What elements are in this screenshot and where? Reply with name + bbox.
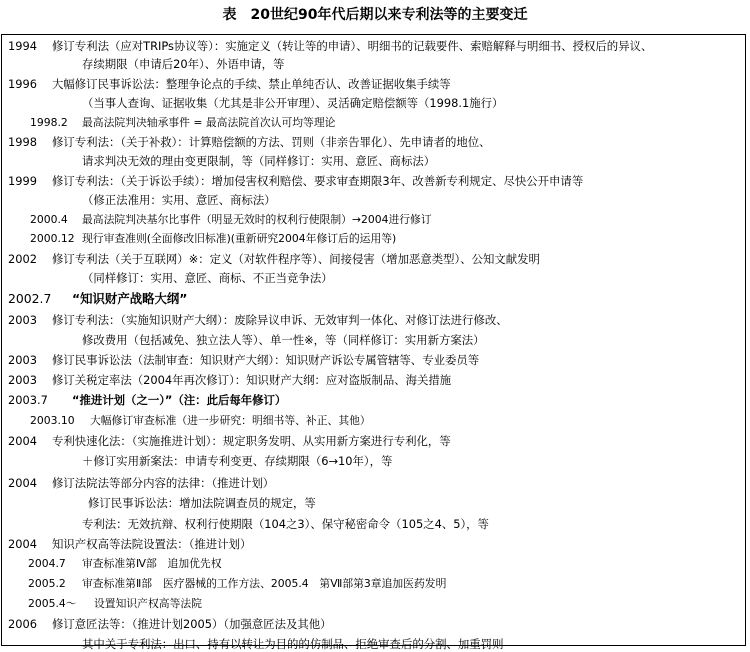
row-year: 2004 [8, 434, 37, 448]
table-row [82, 516, 489, 532]
row-text: 存续期限（申请后20年）、外语申请，等 [82, 57, 285, 71]
row-year: 2000.12 [30, 232, 75, 245]
table-frame [1, 34, 746, 651]
row-text: 专利快速化法：（实施推进计划）：规定职务发明、从实用新方案进行专利化，等 [52, 434, 451, 448]
row-text: 修订关税定率法（2004年再次修订）：知识财产大纲：应对盗版制品、海关措施 [52, 373, 452, 387]
row-text: 最高法院判决基尔比事件（明显无效时的权利行使限制）→2004进行修订 [82, 213, 432, 226]
table-row [8, 76, 451, 92]
row-year: 2004.7 [28, 557, 66, 570]
table-row [28, 576, 446, 592]
row-year: 2006 [8, 617, 37, 631]
table-row [82, 153, 435, 169]
row-text: 修订专利法：（实施知识财产大纲）：废除异议申诉、无效审判一体化、对修订法进行修改、 [52, 313, 508, 327]
row-year: 2005.4～ [28, 597, 77, 610]
table-row [28, 556, 222, 572]
table-row [8, 475, 274, 491]
row-year: 2005.2 [28, 577, 66, 590]
row-year: 1999 [8, 174, 37, 188]
row-text: （修正法准用：实用、意匠、商标法） [82, 193, 276, 207]
row-text: 其中关于专利法：出口、持有以转让为目的的仿制品、拒绝审查后的分割、加重罚则 [82, 637, 504, 651]
table-row [82, 453, 392, 469]
table-row [8, 291, 187, 307]
row-year: 1994 [8, 39, 37, 53]
row-year: 2002.7 [8, 291, 52, 306]
row-text: 专利法：无效抗辩、权利行使期限（104之3）、保守秘密命令（105之4、5），等 [82, 517, 489, 531]
row-year: 2000.4 [30, 213, 68, 226]
row-year: 2004 [8, 537, 37, 551]
table-row [88, 495, 316, 511]
row-year: 1996 [8, 77, 37, 91]
row-text: 修订意匠法等：（推进计划2005）（加强意匠法及其他） [52, 617, 332, 631]
table-row [30, 231, 396, 247]
row-text: 大幅修订审查标准（进一步研究：明细书等、补正、其他） [90, 414, 371, 427]
row-text: 修订专利法：（关于补救）：计算赔偿额的方法、罚则（非亲告罪化）、先申请者的地位、 [52, 135, 491, 149]
table-row [8, 251, 540, 267]
table-row [8, 352, 479, 368]
row-text: 知识产权高等法院设置法：（推进计划） [52, 537, 252, 551]
row-text: 修改费用（包括减免、独立法人等）、单一性※，等（同样修订：实用新方案法） [82, 333, 485, 347]
row-year: 1998.2 [30, 116, 68, 129]
row-text: ＋修订实用新案法：申请专利变更、存续期限（6→10年），等 [82, 454, 393, 468]
row-text: 大幅修订民事诉讼法：整理争论点的手续、禁止单纯否认、改善证据收集手续等 [52, 77, 451, 91]
row-text: 修订专利法（关于互联网）※：定义（对软件程序等）、间接侵害（增加恶意类型）、公知文献发明 [52, 252, 540, 266]
row-year: 2003 [8, 353, 37, 367]
table-row [8, 372, 451, 388]
row-text: 现行审查准则(全面修改旧标准)(重新研究2004年修订后的运用等) [82, 232, 397, 245]
table-row [30, 115, 335, 131]
row-text: 修订专利法：（关于诉讼手续）：增加侵害权利赔偿、要求审查期限3年、改善新专利规定、尽快公开申请等 [52, 174, 584, 188]
table-row [82, 270, 333, 286]
table-row [28, 596, 202, 612]
table-row [82, 56, 284, 72]
row-text: 修订民事诉讼法：增加法院调查员的规定，等 [88, 496, 316, 510]
row-text: 最高法院判决轴承事件 = 最高法院首次认可均等理论 [82, 116, 336, 129]
row-text: 审查标准第Ⅳ部 追加优先权 [82, 557, 222, 570]
row-year: 2002 [8, 252, 37, 266]
row-text: “推进计划（之一）”（注：此后每年修订） [72, 393, 287, 407]
table-row [8, 134, 491, 150]
table-row [8, 392, 286, 408]
row-year: 2003 [8, 373, 37, 387]
row-year: 2003.10 [30, 414, 75, 427]
table-row [8, 536, 251, 552]
table-row [82, 192, 276, 208]
row-year: 1998 [8, 135, 37, 149]
table-row [30, 413, 371, 429]
table-row [8, 433, 451, 449]
row-text: 设置知识产权高等法院 [94, 597, 202, 610]
table-title: 表 20世纪90年代后期以来专利法等的主要变迁 [222, 7, 528, 23]
row-text: “知识财产战略大纲” [72, 291, 188, 306]
row-text: （当事人查询、证据收集（尤其是非公开审理）、灵活确定赔偿额等（1998.1施行） [82, 96, 504, 110]
row-year: 2003 [8, 313, 37, 327]
table-row [8, 38, 652, 54]
row-text: 请求判决无效的理由变更限制，等（同样修订：实用、意匠、商标法） [82, 154, 436, 168]
table-row [82, 95, 503, 111]
row-text: 修订专利法（应对TRIPs协议等）：实施定义（转让等的申请）、明细书的记载要件、索赔解释与明细书、授权后的异议、 [52, 39, 653, 53]
row-text: 修订法院法等部分内容的法律：（推进计划） [52, 476, 275, 490]
row-year: 2003.7 [8, 393, 48, 407]
row-text: 审查标准第Ⅱ部 医疗器械的工作方法、2005.4 第Ⅶ部第3章追加医药发明 [82, 577, 447, 590]
table-row [8, 312, 508, 328]
table-row [30, 212, 432, 228]
row-text: 修订民事诉讼法（法制审查：知识财产大纲）：知识财产诉讼专属管辖等、专业委员等 [52, 353, 480, 367]
row-text: （同样修订：实用、意匠、商标、不正当竞争法） [82, 271, 333, 285]
table-row [8, 173, 583, 189]
table-row [8, 616, 332, 632]
row-year: 2004 [8, 476, 37, 490]
table-row [82, 332, 485, 348]
